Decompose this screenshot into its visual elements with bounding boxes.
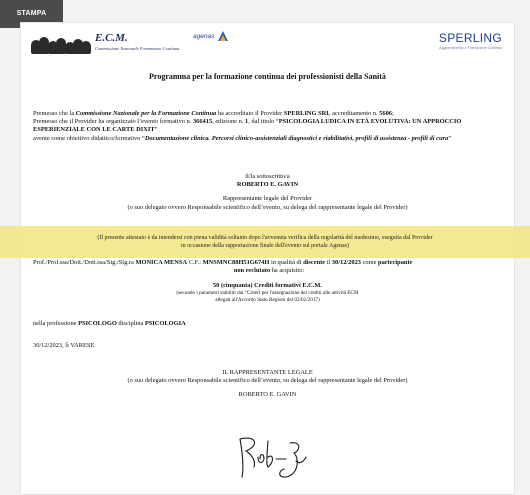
place-date: 30/12/2023, lì VARESE [33,342,95,349]
provider-paragraph: Premesso che la Commissione Nazionale per la Formazione Continua ha accreditato il Provider SPERLING SRL accreditamento n. 5606; Premesso che il Provider ha organizzato l’evento formativo n. 366415, edizione n. 1, dal titolo “PSICOLOGIA LUDICA IN ETÀ EVOLUTIVA: UN APPROCCIO ESPERIENZIALE CON LE CARTE DIXIT” avente come obiettivo didattico/formativo “Documentazione clinica. Percorsi clinico-assistenziali diagnostici e riabilitativi, profili di assistenza - profili di cura” [33,110,462,142]
sperling-tagline: Aggiornamento e Formazione Continua [439,46,502,50]
closing-block: IL RAPPRESENTANTE LEGALE (o suo delegato ovvero Responsabile scientifico dell’evento, su delega del rappresentante legale del Provider) ROBERTO E. GAVIN [127,369,408,399]
print-button[interactable]: STAMPA [0,0,63,28]
ecm-logo-image [31,36,91,54]
signer-block: il/la sottoscritto/a ROBERTO E. GAVIN Rappresentante legale del Provider (o suo delegato ovvero Responsabile scientifico dell’evento, su delega del rappresentante legale del Provider) [127,173,408,211]
ecm-logo-subtitle: Commissione Nazionale Formazione Continua [95,46,180,51]
agenas-logo-label: agenas [193,33,215,40]
certificate-header [31,29,506,55]
attendee-paragraph: Prof./Prof.ssa/Dott./Dott.ssa/Sig./Sig.ra MONICA MENSA C.F.: MNSMNC88H51G674H in qualità di discente il 30/12/2023 come partecipante non reclutato ha acquisito: [33,259,413,275]
sperling-logo: SPERLING [438,31,502,45]
certificate-page [20,22,515,495]
ecm-logo-title: E.C.M. [95,32,128,44]
credits-block: 50 (cinquanta) Crediti formativi E.C.M. (secondo i parametri stabiliti dai "Criteri per l'assegnazione dei crediti alle attività ECM allegati all'Accordo Stato Regioni del 02/02/2017) [176,282,359,304]
certificate-title: Programma per la formazione continua dei professionisti della Sanità [149,72,386,81]
profession-line: nella professione PSICOLOGO disciplina PSICOLOGIA [33,320,186,327]
handwritten-signature [234,431,310,481]
validity-notice-text: (Il presente attestato è da intendersi con piena validità soltanto dopo l'avvenuta verifica della regolarità del medesimo, eseguita dal Provider in occasione della rapportazione finale dell'evento sul portale Agenas) [97,235,433,249]
agenas-logo-icon [217,30,229,42]
